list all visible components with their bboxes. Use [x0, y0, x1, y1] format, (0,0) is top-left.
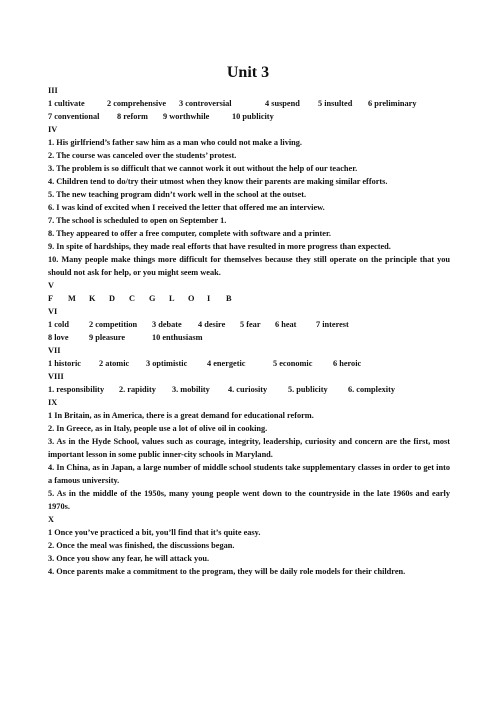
word-item: 7 interest — [316, 320, 349, 329]
sentence-item: 1 In Britain, as in America, there is a great demand for educational reform. — [48, 411, 314, 420]
word-item: 9 worthwhile — [163, 112, 210, 121]
sentence-item: 5. The new teaching program didn’t work well in the school at the outset. — [48, 190, 307, 199]
letter-item: F — [48, 294, 54, 303]
letter-item: M — [68, 294, 76, 303]
word-item: 9 pleasure — [89, 333, 126, 342]
word-item: 3 controversial — [179, 99, 232, 108]
word-item: 5. publicity — [288, 385, 328, 394]
word-item: 7 conventional — [48, 112, 100, 121]
letter-item: O — [188, 294, 195, 303]
letter-item: B — [226, 294, 232, 303]
word-item: 4 desire — [198, 320, 226, 329]
word-item: 1. responsibility — [48, 385, 105, 394]
section-6-line-1 — [48, 318, 450, 331]
section-6-line-2 — [48, 331, 450, 344]
sentence-item: 6. I was kind of excited when I received the letter that offered me an interview. — [48, 203, 325, 212]
letter-item: I — [207, 294, 211, 303]
letter-item: L — [169, 294, 175, 303]
word-item: 2 competition — [89, 320, 138, 329]
section-5-heading: V — [48, 281, 54, 290]
letter-item: D — [109, 294, 115, 303]
section-8-heading: VIII — [48, 372, 64, 381]
sentence-item: 8. They appeared to offer a free computer, complete with software and a printer. — [48, 229, 331, 238]
section-5-letters — [48, 292, 450, 305]
letter-item: K — [89, 294, 96, 303]
sentence-item: 9. In spite of hardships, they made real efforts that have resulted in more progress than expected. — [48, 242, 391, 251]
word-item: 2 comprehensive — [107, 99, 167, 108]
page-title: Unit 3 — [226, 64, 270, 81]
word-item: 3. mobility — [172, 385, 210, 394]
word-item: 4. curiosity — [228, 385, 268, 394]
word-item: 3 debate — [152, 320, 182, 329]
word-item: 1 historic — [48, 359, 81, 368]
sentence-item: 3. As in the Hyde School, values such as courage, integrity, leadership, curiosity and concern are the first, most important lesson in some public inner-city schools in Maryland. — [48, 437, 450, 459]
word-item: 4 suspend — [265, 99, 300, 108]
word-item: 6. complexity — [348, 385, 396, 394]
section-8-line-1 — [48, 383, 450, 396]
sentence-item: 5. As in the middle of the 1950s, many young people went down to the countryside in the late 1960s and early 1970s. — [48, 489, 450, 511]
word-item: 6 heat — [275, 320, 297, 329]
sentence-item: 1. His girlfriend’s father saw him as a man who could not make a living. — [48, 138, 302, 147]
sentence-item: 3. Once you show any fear, he will attack you. — [48, 554, 210, 563]
sentence-item: 2. In Greece, as in Italy, people use a lot of olive oil in cooking. — [48, 424, 268, 433]
word-item: 1 cold — [48, 320, 69, 329]
sentence-item: 4. Children tend to do/try their utmost when they know their parents are making similar efforts. — [48, 177, 388, 186]
sentence-item: 7. The school is scheduled to open on September 1. — [48, 216, 227, 225]
sentence-item: 2. The course was canceled over the students’ protest. — [48, 151, 237, 160]
sentence-item: 4. In China, as in Japan, a large number of middle school students take supplementary classes in order to get into a famous university. — [48, 463, 450, 485]
sentence-item: 4. Once parents make a commitment to the program, they will be daily role models for their children. — [48, 567, 406, 576]
section-3-line-2 — [48, 110, 450, 123]
section-4-heading: IV — [48, 125, 58, 134]
word-item: 6 heroic — [333, 359, 362, 368]
section-9-heading: IX — [48, 398, 58, 407]
word-item: 8 love — [48, 333, 69, 342]
letter-item: C — [129, 294, 135, 303]
section-3-line-1 — [48, 97, 450, 110]
word-item: 8 reform — [117, 112, 148, 121]
section-10-heading: X — [48, 515, 54, 524]
word-item: 5 economic — [273, 359, 313, 368]
word-item: 3 optimistic — [146, 359, 188, 368]
section-3-heading: III — [48, 86, 58, 95]
section-7-heading: VII — [48, 346, 61, 355]
word-item: 5 insulted — [318, 99, 353, 108]
word-item: 6 preliminary — [368, 99, 417, 108]
word-item: 1 cultivate — [48, 99, 85, 108]
letter-item: G — [149, 294, 156, 303]
word-item: 10 publicity — [232, 112, 274, 121]
word-item: 5 fear — [240, 320, 261, 329]
section-7-line-1 — [48, 357, 450, 370]
sentence-item: 2. Once the meal was finished, the discussions began. — [48, 541, 235, 550]
section-6-heading: VI — [48, 307, 58, 316]
word-item: 10 enthusiasm — [152, 333, 203, 342]
word-item: 4 energetic — [207, 359, 246, 368]
sentence-item: 1 Once you’ve practiced a bit, you’ll find that it’s quite easy. — [48, 528, 261, 537]
word-item: 2 atomic — [99, 359, 130, 368]
sentence-item: 10. Many people make things more difficult for themselves because they still operate on the principle that you should not ask for help, or you might seem weak. — [48, 255, 450, 277]
word-item: 2. rapidity — [119, 385, 156, 394]
answer-key — [48, 84, 450, 578]
sentence-item: 3. The problem is so difficult that we cannot work it out without the help of our teacher. — [48, 164, 358, 173]
